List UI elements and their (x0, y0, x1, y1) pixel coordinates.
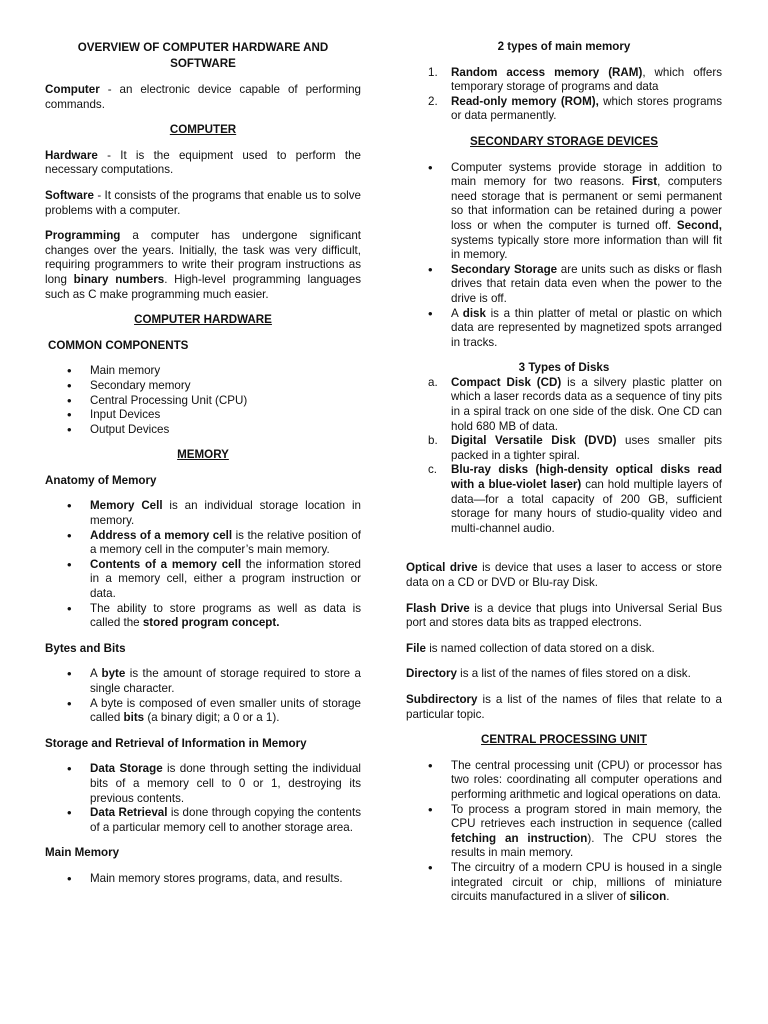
heading-memory: MEMORY (177, 448, 229, 462)
list-item: • Central Processing Unit (CPU) (45, 394, 361, 409)
list-item: • To process a program stored in main memory, the CPU retrieves each instruction in sequence (called fetching an instruction). The CPU stores the results in main memory. (406, 803, 722, 861)
bytes-list (45, 667, 361, 725)
list-item: • A disk is a thin platter of metal or plastic on which data are represented by magnetized spots arranged in tracks. (406, 307, 722, 351)
computer-definition: Computer - an electronic device capable of performing commands. (45, 83, 361, 111)
cpu-list (406, 759, 722, 905)
heading-common-components: COMMON COMPONENTS (48, 338, 189, 352)
anatomy-list (45, 499, 361, 630)
list-item: b. Digital Versatile Disk (DVD) uses smaller pits packed in a tighter spiral. (428, 434, 723, 462)
heading-cpu: CENTRAL PROCESSING UNIT (481, 733, 647, 747)
document-title: OVERVIEW OF COMPUTER HARDWARE AND SOFTWARE (77, 41, 329, 70)
heading-main-memory: Main Memory (45, 846, 120, 860)
programming-paragraph: Programming a computer has undergone significant changes over the years. Initially, the task was very difficult, requiring programmers to write their program instructions as long binary numbers. High-level programming languages such as C make programming much easier. (45, 229, 362, 301)
list-item: • Data Retrieval is done through copying the contents of a particular memory cell to another storage area. (45, 806, 361, 835)
list-item: • The central processing unit (CPU) or processor has two roles: coordinating all computer operations and performing arithmetic and logical operations on data. (406, 759, 722, 803)
left-column (45, 40, 361, 887)
list-item: • Main memory stores programs, data, and results. (45, 872, 361, 887)
components-list (45, 364, 361, 437)
list-item: a. Compact Disk (CD) is a silvery plastic platter on which a laser records data as a sequence of tiny pits in a spiral track on one side of the disk. One CD can hold 680 MB of data. (428, 375, 722, 433)
list-item: • The circuitry of a modern CPU is housed in a single integrated circuit or chip, millions of miniature circuits manufactured in a sliver of silicon. (406, 861, 722, 905)
hardware-definition: Hardware - It is the equipment used to perform the necessary computations. (45, 148, 361, 177)
right-column (406, 40, 722, 905)
heading-storage-retrieval: Storage and Retrieval of Information in Memory (45, 736, 307, 750)
heading-two-types-main-memory: 2 types of main memory (497, 40, 631, 53)
directory-definition: Directory is a list of the names of files stored on a disk. (406, 667, 691, 681)
list-item: • Data Storage is done through setting the individual bits of a memory cell to 0 or 1, destroying its previous contents. (45, 762, 361, 806)
list-item: • A byte is the amount of storage required to store a single character. (45, 667, 361, 696)
list-item: 1. Random access memory (RAM), which offers temporary storage of programs and data (428, 65, 722, 94)
storage-list (45, 762, 361, 835)
disk-types-list (406, 376, 722, 537)
list-item: • Output Devices (45, 423, 361, 438)
flash-drive-definition: Flash Drive is a device that plugs into Universal Serial Bus port and stores data bits as trapped electrons. (406, 601, 722, 630)
list-item: • A byte is composed of even smaller units of storage called bits (a binary digit; a 0 or a 1). (45, 697, 361, 726)
main-memory-list (45, 872, 361, 887)
file-definition: File is named collection of data stored on a disk. (406, 641, 655, 655)
list-item: • Address of a memory cell is the relative position of a memory cell in the computer’s main memory. (45, 529, 361, 558)
heading-secondary-storage: SECONDARY STORAGE DEVICES (470, 134, 658, 148)
list-item: • The ability to store programs as well as data is called the stored program concept. (45, 602, 361, 631)
list-item: 2. Read-only memory (ROM), which stores programs or data permanently. (428, 94, 722, 123)
list-item: • Input Devices (45, 408, 361, 423)
list-item: • Main memory (45, 364, 361, 379)
optical-drive-definition: Optical drive is device that uses a laser to access or store data on a CD or DVD or Blu-ray Disk. (406, 561, 722, 589)
list-item: • Secondary Storage are units such as disks or flash drives that retain data even when the power to the drive is off. (406, 263, 722, 307)
heading-types-of-disks: 3 Types of Disks (518, 361, 610, 375)
heading-computer: COMPUTER (169, 123, 237, 137)
secondary-storage-list (406, 161, 722, 351)
list-item: • Memory Cell is an individual storage location in memory. (45, 499, 361, 528)
heading-anatomy-of-memory: Anatomy of Memory (45, 473, 157, 487)
list-item: c. Blu-ray disks (high-density optical disks read with a blue-violet laser) can hold multiple layers of data—for a total capacity of 200 GB, sufficient storage for many hours of studio-quality video and multi-channel audio. (428, 463, 722, 535)
list-item: • Contents of a memory cell the information stored in a memory cell, either a program instruction or data. (45, 558, 361, 602)
software-definition: Software - It consists of the programs that enable us to solve problems with a computer. (45, 188, 361, 217)
heading-computer-hardware: COMPUTER HARDWARE (134, 313, 272, 327)
list-item: • Computer systems provide storage in addition to main memory for two reasons. First, computers need storage that is permanent or semi permanent so that information can be retained during a power loss or when the computer is turned off. Second, systems typically store more information than will fit in memory. (406, 161, 722, 263)
subdirectory-definition: Subdirectory is a list of the names of files that relate to a particular topic. (406, 692, 722, 721)
main-memory-types-list (406, 66, 722, 124)
list-item: • Secondary memory (45, 379, 361, 394)
heading-bytes-and-bits: Bytes and Bits (45, 641, 126, 655)
